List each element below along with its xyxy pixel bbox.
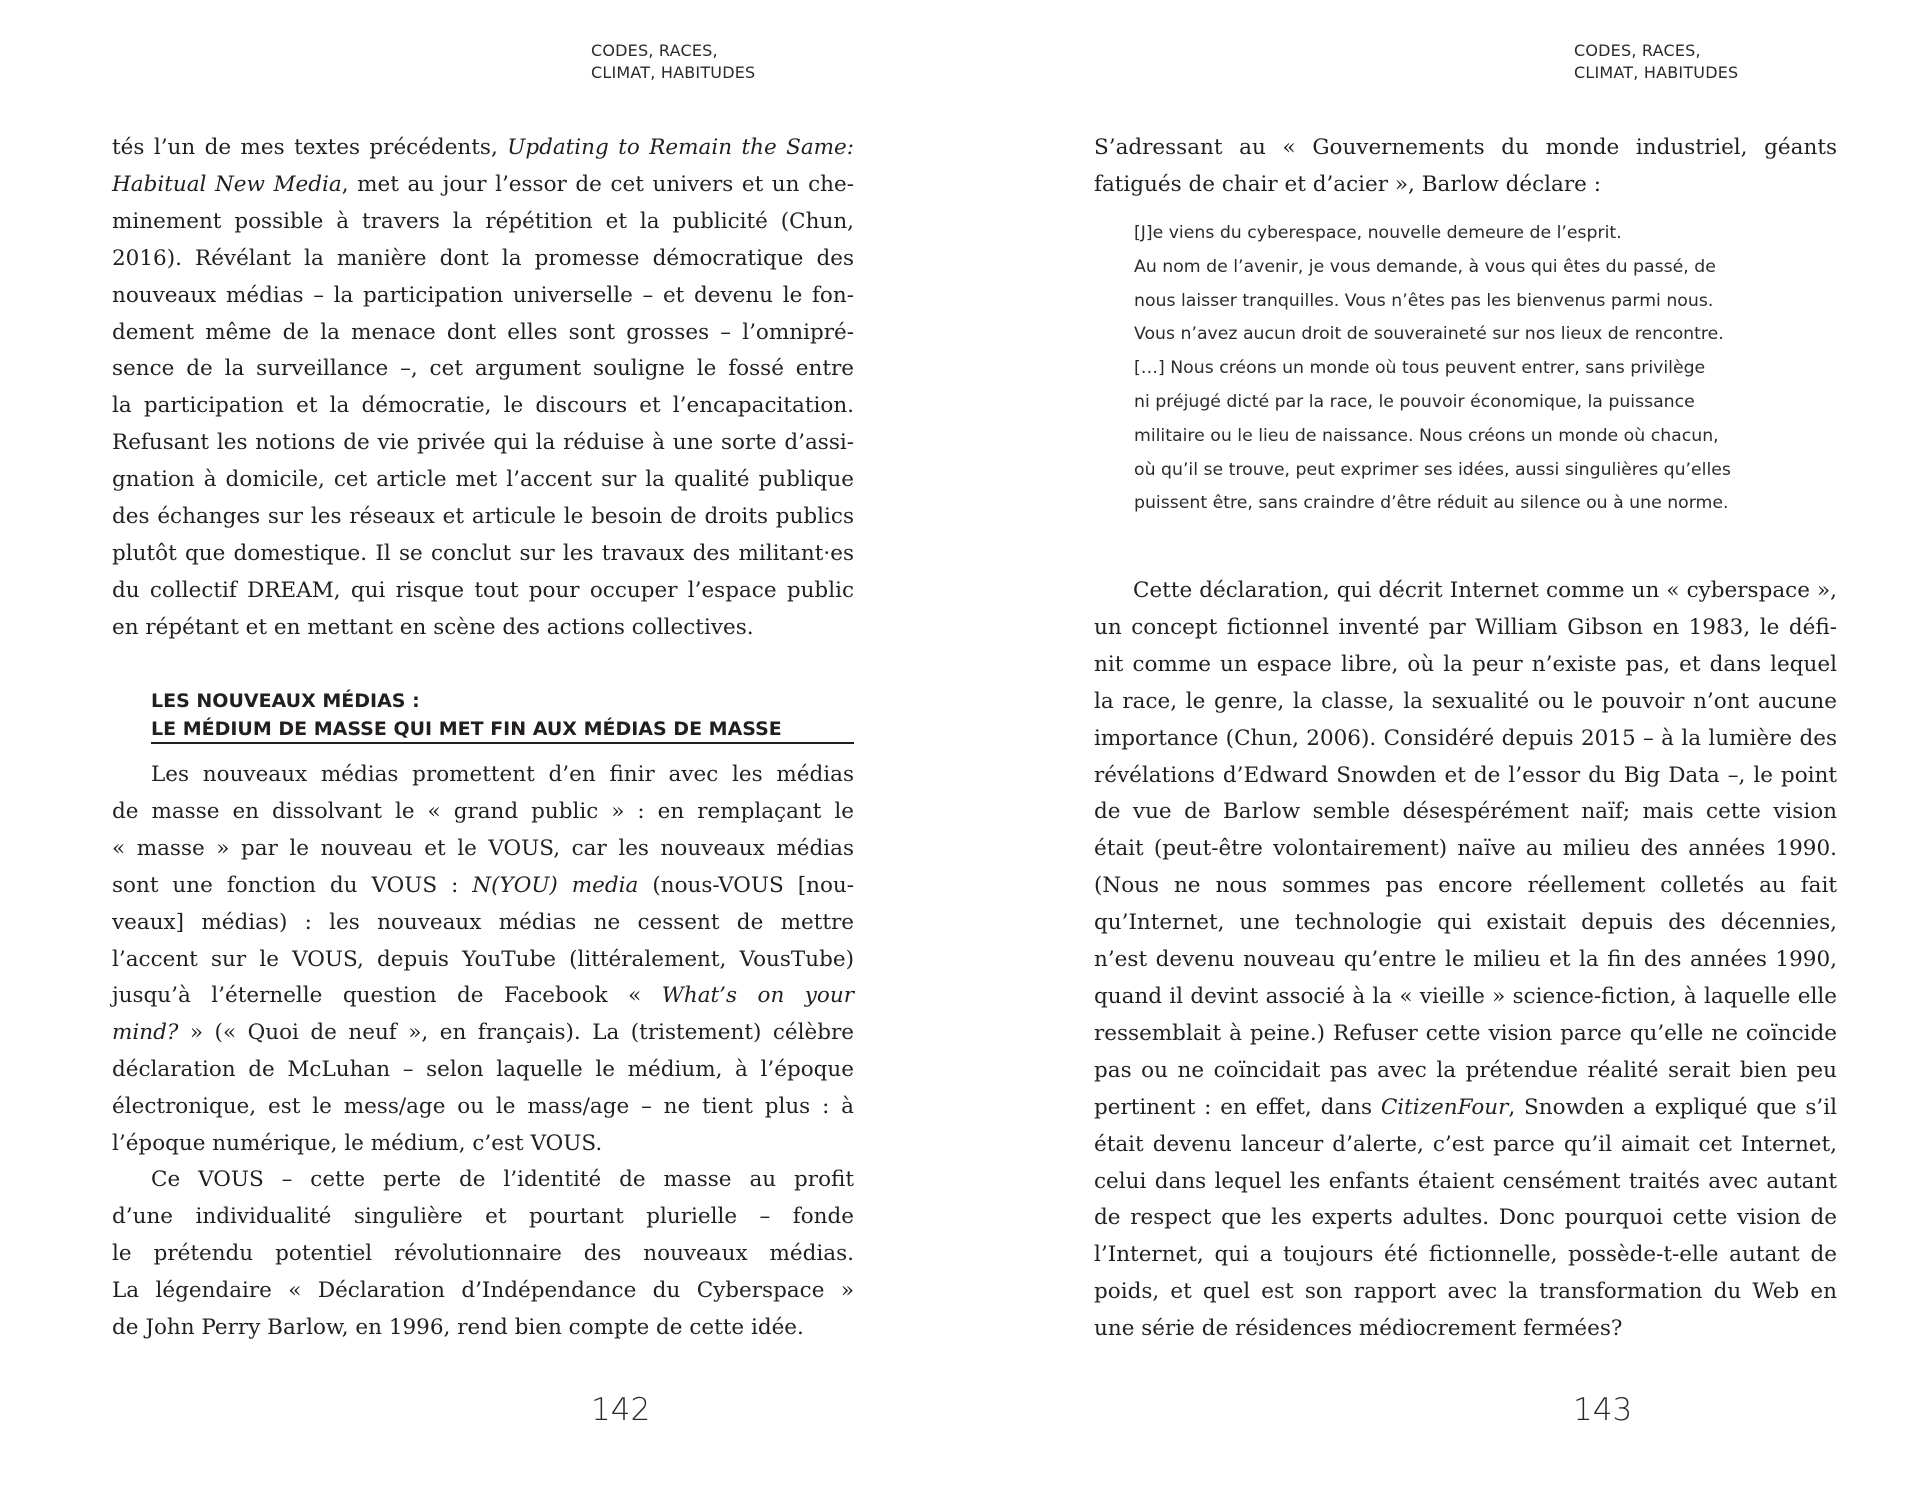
- text-line: l’époque numérique, le médium, c’est VOUS.: [112, 1131, 603, 1157]
- text-line: pas ou ne coïncidait pas avec la prétendue réalité serait bien peu: [1094, 1057, 1837, 1083]
- text-line: d’une individualité singulière et pourtant plurielle – fonde: [112, 1203, 854, 1229]
- quote-line: militaire ou le lieu de naissance. Nous créons un monde où chacun,: [1134, 425, 1719, 446]
- quote-line: […] Nous créons un monde où tous peuvent entrer, sans privilège: [1134, 358, 1706, 379]
- text-line: en répétant et en mettant en scène des actions collectives.: [112, 614, 754, 640]
- text-line: plutôt que domestique. Il se conclut sur les travaux des militant·es: [112, 540, 854, 566]
- text-line: quand il devint associé à la « vieille » science-fiction, à laquelle elle: [1094, 983, 1837, 1009]
- text-line: le prétendu potentiel révolutionnaire des nouveaux médias.: [112, 1240, 854, 1266]
- text-line: l’accent sur le VOUS, depuis YouTube (littéralement, VousTube): [112, 946, 854, 972]
- right-intro: [1094, 130, 1837, 204]
- text-line: sont une fonction du VOUS : N(YOU) media (nous-VOUS [nou-: [112, 872, 854, 898]
- page-number-right: 143: [1573, 1392, 1633, 1428]
- quote-line: Vous n’avez aucun droit de souveraineté sur nos lieux de rencontre.: [1134, 324, 1724, 345]
- text-line: une série de résidences médiocrement fermées?: [1094, 1316, 1623, 1342]
- text-line: Les nouveaux médias promettent d’en finir avec les médias: [151, 762, 854, 787]
- running-head-line: CLIMAT, HABITUDES: [1574, 63, 1739, 82]
- text-line: de masse en dissolvant le « grand public » : en remplaçant le: [112, 798, 854, 824]
- text-line: de vue de Barlow semble désespérément naïf; mais cette vision: [1094, 799, 1837, 825]
- text-line: n’est devenu nouveau qu’entre le milieu et la fin des années 1990,: [1094, 947, 1837, 973]
- running-head-right: [1574, 40, 1738, 84]
- quote-line: nous laisser tranquilles. Vous n’êtes pas les bienvenus parmi nous.: [1134, 290, 1714, 311]
- text-line: importance (Chun, 2006). Considéré depuis 2015 – à la lumière des: [1094, 725, 1837, 751]
- quote-line: où qu’il se trouve, peut exprimer ses idées, aussi singulières qu’elles: [1134, 459, 1731, 480]
- left-paragraph-2: [112, 757, 854, 1163]
- text-line: poids, et quel est son rapport avec la transformation du Web en: [1094, 1279, 1837, 1305]
- left-paragraph-1: [112, 130, 854, 647]
- text-line: jusqu’à l’éternelle question de Facebook « What’s on your: [112, 983, 854, 1009]
- right-paragraph: [1094, 573, 1837, 1348]
- text-line: de respect que les experts adultes. Donc pourquoi cette vision de: [1094, 1205, 1837, 1231]
- running-head-line: CODES, RACES,: [591, 41, 718, 60]
- text-line: pertinent : en effet, dans CitizenFour, Snowden a expliqué que s’il: [1094, 1094, 1837, 1120]
- text-line: électronique, est le mess/age ou le mass/age – ne tient plus : à: [112, 1094, 854, 1120]
- text-line: veaux] médias) : les nouveaux médias ne cessent de mettre: [112, 909, 854, 935]
- text-line: révélations d’Edward Snowden et de l’essor du Big Data –, le point: [1094, 762, 1837, 788]
- quote-line: puissent être, sans craindre d’être réduit au silence ou à une norme.: [1134, 493, 1729, 514]
- text-line: était devenu lanceur d’alerte, c’est parce qu’il aimait cet Internet,: [1094, 1131, 1837, 1157]
- text-line: la race, le genre, la classe, la sexualité ou le pouvoir n’ont aucune: [1094, 688, 1837, 714]
- text-line: La légendaire « Déclaration d’Indépendance du Cyberspace »: [112, 1277, 854, 1303]
- barlow-quote: [1134, 217, 1814, 521]
- text-line: S’adressant au « Gouvernements du monde industriel, géants: [1094, 135, 1837, 160]
- text-line: la participation et la démocratie, le discours et l’encapacitation.: [112, 393, 854, 419]
- text-line: des échanges sur les réseaux et articule le besoin de droits publics: [112, 504, 854, 530]
- text-line: l’Internet, qui a toujours été fictionnelle, possède-t-elle autant de: [1094, 1242, 1837, 1268]
- text-line: celui dans lequel les enfants étaient censément traités avec autant: [1094, 1168, 1837, 1194]
- text-line: gnation à domicile, cet article met l’accent sur la qualité publique: [112, 467, 854, 493]
- page-number-left: 142: [591, 1392, 651, 1428]
- text-line: 2016). Révélant la manière dont la promesse démocratique des: [112, 245, 854, 271]
- text-line: mind? » (« Quoi de neuf », en français). La (tristement) célèbre: [112, 1020, 854, 1046]
- text-line: du collectif DREAM, qui risque tout pour occuper l’espace public: [112, 577, 854, 603]
- text-line: Refusant les notions de vie privée qui la réduise à une sorte d’assi-: [112, 430, 854, 456]
- text-line: (Nous ne nous sommes pas encore réellement colletés au fait: [1094, 873, 1837, 899]
- section-heading-line-1: LES NOUVEAUX MÉDIAS :: [151, 690, 420, 712]
- text-line: qu’Internet, une technologie qui existait depuis des décennies,: [1094, 910, 1837, 936]
- running-head-line: CLIMAT, HABITUDES: [591, 63, 756, 82]
- text-line: déclaration de McLuhan – selon laquelle le médium, à l’époque: [112, 1057, 854, 1083]
- text-line: nouveaux médias – la participation universelle – et devenu le fon-: [112, 282, 854, 308]
- running-head-line: CODES, RACES,: [1574, 41, 1701, 60]
- text-line: était (peut-être volontairement) naïve au milieu des années 1990.: [1094, 836, 1837, 862]
- quote-line: ni préjugé dicté par la race, le pouvoir économique, la puissance: [1134, 391, 1695, 412]
- text-line: nit comme un espace libre, où la peur n’existe pas, et dans lequel: [1094, 651, 1837, 677]
- quote-line: Au nom de l’avenir, je vous demande, à vous qui êtes du passé, de: [1134, 256, 1716, 277]
- text-line: de John Perry Barlow, en 1996, rend bien compte de cette idée.: [112, 1314, 804, 1340]
- text-line: Habitual New Media, met au jour l’essor de cet univers et un che-: [112, 171, 854, 197]
- text-line: « masse » par le nouveau et le VOUS, car les nouveaux médias: [112, 835, 854, 861]
- running-head-left: [591, 40, 755, 84]
- left-paragraph-3: [112, 1162, 854, 1347]
- text-line: un concept fictionnel inventé par William Gibson en 1983, le défi-: [1094, 614, 1837, 640]
- text-line: tés l’un de mes textes précédents, Updating to Remain the Same:: [112, 135, 854, 160]
- text-line: minement possible à travers la répétition et la publicité (Chun,: [112, 208, 854, 234]
- text-line: Ce VOUS – cette perte de l’identité de masse au profit: [151, 1167, 854, 1192]
- text-line: dement même de la menace dont elles sont grosses – l’omnipré-: [112, 319, 854, 345]
- section-heading-line-2: LE MÉDIUM DE MASSE QUI MET FIN AUX MÉDIAS DE MASSE: [151, 718, 782, 740]
- text-line: sence de la surveillance –, cet argument souligne le fossé entre: [112, 356, 854, 382]
- quote-line: [J]e viens du cyberespace, nouvelle demeure de l’esprit.: [1134, 223, 1622, 243]
- section-heading: [151, 687, 854, 743]
- text-line: ressemblait à peine.) Refuser cette vision parce qu’elle ne coïncide: [1094, 1020, 1837, 1046]
- section-heading-rule: [151, 742, 854, 744]
- text-line: fatigués de chair et d’acier », Barlow déclare :: [1094, 171, 1601, 197]
- text-line: Cette déclaration, qui décrit Internet comme un « cyberspace »,: [1133, 578, 1837, 603]
